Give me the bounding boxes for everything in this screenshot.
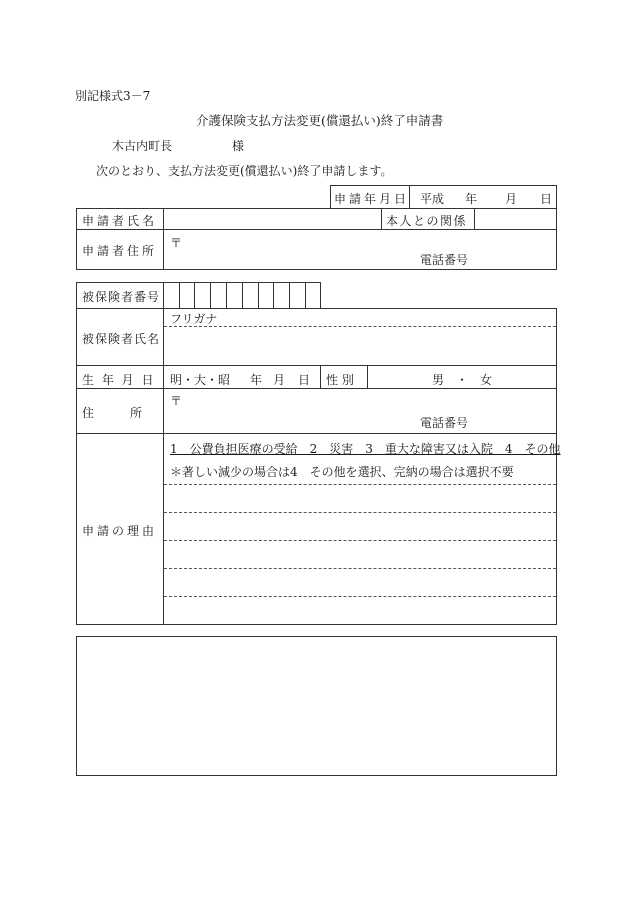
reason-note: ＊著しい減少の場合は4 その他を選択、完納の場合は選択不要 xyxy=(170,465,514,479)
insured-postal-mark: 〒 xyxy=(170,394,183,408)
date-month-field[interactable] xyxy=(480,186,502,208)
insured-address-label: 住 所 xyxy=(82,406,143,420)
form-code: 別記様式3－7 xyxy=(75,89,151,103)
insured-number-digit[interactable] xyxy=(180,283,193,308)
date-label: 申請年月日 xyxy=(334,192,410,206)
birth-eras: 明・大・昭 xyxy=(170,373,231,387)
insured-number-digit[interactable] xyxy=(290,283,304,308)
furigana-field[interactable] xyxy=(225,310,555,325)
date-era: 平成 xyxy=(420,192,445,206)
insured-address-field[interactable] xyxy=(185,390,555,432)
reason-options[interactable]: 1 公費負担医療の受給 2 災害 3 重大な障害又は入院 4 その他 xyxy=(170,442,561,456)
insured-number-label: 被保険者番号 xyxy=(82,290,161,304)
insured-name-field[interactable] xyxy=(165,328,555,364)
applicant-postal-mark: 〒 xyxy=(170,236,183,250)
addressee-name: 木古内町長 xyxy=(112,139,173,153)
date-month: 月 xyxy=(505,192,518,206)
insured-number-digit[interactable] xyxy=(211,283,225,308)
birth-label: 生 年 月 日 xyxy=(82,373,156,387)
insured-phone-label: 電話番号 xyxy=(420,416,469,430)
reason-label: 申請の理由 xyxy=(82,524,158,538)
sex-label: 性 別 xyxy=(326,373,354,387)
insured-number-digit[interactable] xyxy=(306,283,320,308)
applicant-name-label: 申請者氏名 xyxy=(82,214,158,228)
birth-month: 月 xyxy=(273,373,286,387)
form-title: 介護保険支払方法変更(償還払い)終了申請書 xyxy=(196,113,444,128)
furigana-label: フリガナ xyxy=(170,312,218,326)
date-day-field[interactable] xyxy=(515,186,537,208)
reason-detail-field[interactable] xyxy=(165,486,555,623)
memo-box xyxy=(76,636,557,776)
date-year-field[interactable] xyxy=(445,186,463,208)
addressee-honorific: 様 xyxy=(232,139,245,153)
insured-number-digit[interactable] xyxy=(274,283,288,308)
relation-label: 本人との関係 xyxy=(386,214,468,228)
date-day: 日 xyxy=(540,192,553,206)
applicant-name-field[interactable] xyxy=(165,210,379,228)
insured-number-digit[interactable] xyxy=(243,283,257,308)
insured-number-digit[interactable] xyxy=(259,283,272,308)
insured-number-digit[interactable] xyxy=(227,283,241,308)
date-year: 年 xyxy=(465,192,478,206)
intro-text: 次のとおり、支払方法変更(償還払い)終了申請します。 xyxy=(96,164,393,178)
applicant-phone-label: 電話番号 xyxy=(420,253,469,267)
insured-name-label: 被保険者氏名 xyxy=(82,332,161,346)
applicant-address-label: 申請者住所 xyxy=(82,244,158,258)
insured-number-digit[interactable] xyxy=(195,283,209,308)
birth-day: 日 xyxy=(298,373,311,387)
insured-number-digit[interactable] xyxy=(164,283,178,308)
relation-field[interactable] xyxy=(476,210,555,228)
birth-year: 年 xyxy=(250,373,263,387)
sex-options[interactable]: 男 ・ 女 xyxy=(432,373,493,387)
applicant-address-field[interactable] xyxy=(185,231,555,268)
